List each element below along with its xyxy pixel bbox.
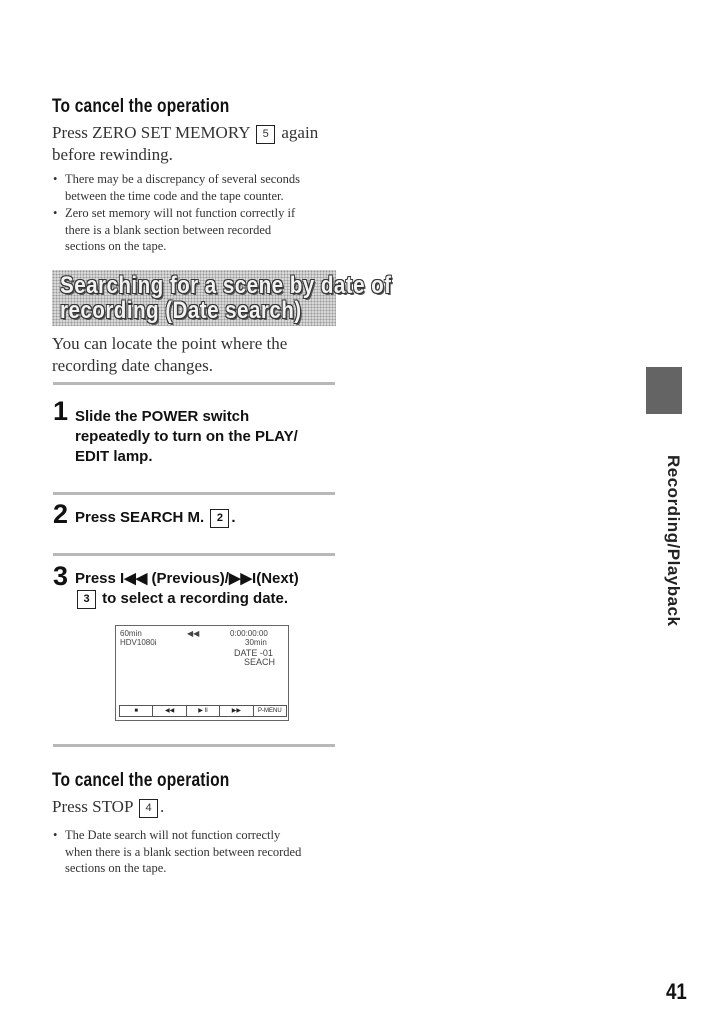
- step-number-3: 3: [53, 561, 69, 591]
- fast-forward-button[interactable]: ▶▶: [220, 706, 253, 716]
- cancel-instruction-line2: before rewinding.: [52, 145, 173, 164]
- step-1-text: Slide the POWER switch repeatedly to turn on the PLAY/ EDIT lamp.: [75, 408, 298, 465]
- step-number-2: 2: [53, 499, 69, 529]
- date-search-value: DATE -01: [234, 648, 273, 658]
- divider: [53, 382, 335, 385]
- divider: [53, 492, 335, 495]
- timecode: 0:00:00:00: [230, 629, 268, 638]
- note-item: • The Date search will not function correctly when there is a blank section between recorded sections on the tape.: [53, 828, 302, 875]
- notes-list-2: [53, 827, 353, 878]
- lcd-screen-illustration: [115, 625, 289, 721]
- cancel-instruction-text-2: again: [281, 123, 319, 142]
- remaining-time: 30min: [245, 638, 267, 647]
- note-item: • Zero set memory will not function correctly if there is a blank section between recorded sections on the tape.: [53, 206, 296, 253]
- button-ref-3: 3: [77, 590, 96, 609]
- cancel-heading-2: To cancel the operation: [52, 770, 230, 791]
- section-intro: You can locate the point where the recording date changes.: [52, 334, 288, 375]
- cancel-instruction-1: [52, 122, 318, 166]
- button-ref-2: 2: [210, 509, 229, 528]
- step-number-1: 1: [53, 396, 69, 426]
- cancel-instruction-text: Press ZERO SET MEMORY: [52, 123, 250, 142]
- rewind-button[interactable]: ◀◀: [153, 706, 186, 716]
- section-title: Searching for a scene by date of recording (Date search): [60, 272, 392, 324]
- search-label: SEACH: [244, 657, 276, 667]
- step-3-text: Press I◀◀ (Previous)/▶▶I(Next) 3 to select a recording date.: [75, 570, 299, 607]
- side-tab-label: Recording/Playback: [664, 455, 683, 627]
- cancel-instruction-2: Press STOP 4 .: [52, 797, 165, 816]
- divider: [53, 553, 335, 556]
- stop-button[interactable]: ■: [120, 706, 153, 716]
- notes-list-1: [53, 171, 353, 256]
- p-menu-button[interactable]: P-MENU: [257, 708, 282, 714]
- battery-indicator: 60min: [120, 629, 142, 638]
- button-ref-5: 5: [256, 125, 275, 144]
- side-tab-marker: [646, 367, 682, 414]
- rewind-icon: ◀◀: [187, 629, 200, 638]
- format-indicator: HDV1080i: [120, 638, 157, 647]
- divider: [53, 744, 335, 747]
- play-pause-button[interactable]: ▶ II: [187, 706, 220, 716]
- section-title-banner: [52, 270, 392, 326]
- note-item: • There may be a discrepancy of several seconds between the time code and the tape counter.: [53, 172, 300, 203]
- step-2-text: Press SEARCH M. 2 .: [75, 509, 236, 526]
- page-number: 41: [666, 979, 687, 1004]
- lcd-control-bar: [119, 705, 287, 717]
- cancel-heading-1: To cancel the operation: [52, 96, 230, 117]
- button-ref-4: 4: [139, 799, 158, 818]
